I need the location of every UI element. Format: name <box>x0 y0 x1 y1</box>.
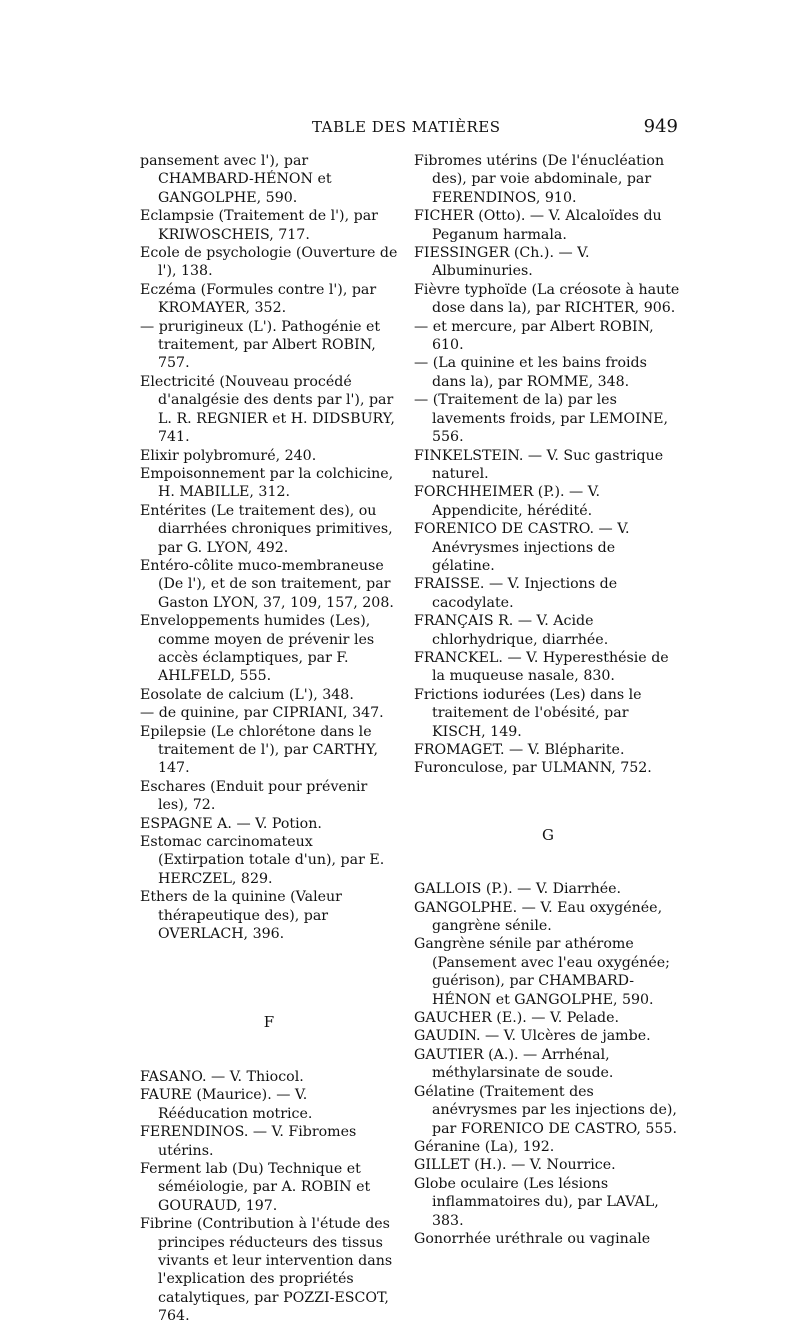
index-entry: FORENICO DE CASTRO. — V. Anévrysmes injections de gélatine. <box>414 521 630 574</box>
index-entry: pansement avec l'), par CHAMBARD-HÉNON et GANGOLPHE, 590. <box>140 153 332 206</box>
index-entry: Ferment lab (Du) Technique et séméiologie, par A. ROBIN et GOURAUD, 197. <box>140 1160 371 1214</box>
index-entry: GALLOIS (P.). — V. Diarrhée. <box>414 881 622 898</box>
index-entry: FASANO. — V. Thiocol. <box>140 1068 304 1085</box>
letter-heading-g: G <box>542 825 554 844</box>
index-entry: Gonorrhée uréthrale ou vaginale <box>414 1230 651 1247</box>
index-entry: Géranine (La), 192. <box>414 1138 555 1155</box>
index-block <box>140 1068 398 1326</box>
index-entry: GAUCHER (E.). — V. Pelade. <box>414 1010 620 1027</box>
index-entry: Eclampsie (Traitement de l'), par KRIWOSCHEIS, 717. <box>140 208 378 243</box>
index-entry: FRAISSE. — V. Injections de cacodylate. <box>414 576 618 611</box>
index-entry: FAURE (Maurice). — V. Rééducation motrice. <box>140 1087 313 1122</box>
index-entry: Ethers de la quinine (Valeur thérapeutique des), par OVERLACH, 396. <box>140 889 342 943</box>
index-entry: GAUTIER (A.). — Arrhénal, méthylarsinate de soude. <box>414 1046 614 1082</box>
index-block <box>140 152 398 943</box>
index-entry: FICHER (Otto). — V. Alcaloïdes du Peganum harmala. <box>414 208 662 243</box>
index-entry: Epilepsie (Le chlorétone dans le traitement de l'), par CARTHY, 147. <box>140 723 379 777</box>
page-header <box>140 118 680 140</box>
index-entry: — de quinine, par CIPRIANI, 347. <box>140 705 384 722</box>
index-entry: Furonculose, par ULMANN, 752. <box>414 760 652 777</box>
index-entry: Entéro-côlite muco-membraneuse (De l'), et de son traitement, par Gaston LYON, 37, 109, 157, 208. <box>140 557 394 611</box>
index-entry: FRANÇAIS R. — V. Acide chlorhydrique, diarrhée. <box>414 613 609 648</box>
index-entry: — prurigineux (L'). Pathogénie et traitement, par Albert ROBIN, 757. <box>140 318 381 372</box>
index-entry: Fibromes utérins (De l'énucléation des), par voie abdominale, par FERENDINOS, 910. <box>414 153 665 206</box>
index-entry: Eschares (Enduit pour prévenir les), 72. <box>140 778 368 814</box>
index-entry: FINKELSTEIN. — V. Suc gastrique naturel. <box>414 447 664 482</box>
page-number: 949 <box>643 116 678 137</box>
index-entry: Empoisonnement par la colchicine, H. MABILLE, 312. <box>140 465 394 501</box>
index-entry: Estomac carcinomateux (Extirpation totale d'un), par E. HERCZEL, 829. <box>140 834 385 887</box>
index-entry: Eczéma (Formules contre l'), par KROMAYER, 352. <box>140 281 377 317</box>
index-block <box>414 880 682 1248</box>
index-entry: Frictions iodurées (Les) dans le traitement de l'obésité, par KISCH, 149. <box>414 686 642 740</box>
index-entry: GANGOLPHE. — V. Eau oxygénée, gangrène sénile. <box>414 899 663 935</box>
index-block <box>414 152 682 778</box>
index-entry: Eosolate de calcium (L'), 348. <box>140 686 354 703</box>
index-entry: Electricité (Nouveau procédé d'analgésie des dents par l'), par L. R. REGNIER et H. DIDSBURY, 741. <box>140 373 395 446</box>
index-entry: FORCHHEIMER (P.). — V. Appendicite, hérédité. <box>414 484 601 519</box>
index-entry: — (La quinine et les bains froids dans la), par ROMME, 348. <box>414 355 647 390</box>
left-column <box>140 152 398 1326</box>
index-entry: Ecole de psychologie (Ouverture de l'), 138. <box>140 245 398 280</box>
index-entry: — et mercure, par Albert ROBIN, 610. <box>414 318 654 354</box>
index-entry: FROMAGET. — V. Blépharite. <box>414 742 625 758</box>
right-column <box>414 152 682 1248</box>
running-title: TABLE DES MATIÈRES <box>312 118 501 136</box>
index-entry: FIESSINGER (Ch.). — V. Albuminuries. <box>414 245 590 280</box>
index-entry: Entérites (Le traitement des), ou diarrhées chroniques primitives, par G. LYON, 492. <box>140 502 393 556</box>
index-entry: ESPAGNE A. — V. Potion. <box>140 815 322 832</box>
index-entry: Enveloppements humides (Les), comme moyen de prévenir les accès éclamptiques, par F. AHLFELD, 555. <box>140 613 375 685</box>
index-entry: Fièvre typhoïde (La créosote à haute dose dans la), par RICHTER, 906. <box>414 281 680 317</box>
index-entry: Elixir polybromuré, 240. <box>140 447 317 464</box>
index-entry: Gélatine (Traitement des anévrysmes par les injections de), par FORENICO DE CASTRO, 555. <box>414 1083 677 1137</box>
index-entry: GAUDIN. — V. Ulcères de jambe. <box>414 1028 651 1045</box>
letter-heading-f: F <box>263 1013 275 1032</box>
index-entry: — (Traitement de la) par les lavements froids, par LEMOINE, 556. <box>414 392 669 446</box>
index-entry: FERENDINOS. — V. Fibromes utérins. <box>140 1124 357 1159</box>
index-entry: Fibrine (Contribution à l'étude des principes réducteurs des tissus vivants et leur intervention dans l'explication des propriétés catalytiques, par POZZI-ESCOT, 764. <box>140 1216 393 1325</box>
index-entry: FRANCKEL. — V. Hyperesthésie de la muqueuse nasale, 830. <box>414 649 669 685</box>
index-entry: GILLET (H.). — V. Nourrice. <box>414 1157 616 1174</box>
index-entry: Globe oculaire (Les lésions inflammatoires du), par LAVAL, 383. <box>414 1175 659 1229</box>
index-entry: Gangrène sénile par athérome (Pansement avec l'eau oxygénée; guérison), par CHAMBARD-HÉNON et GANGOLPHE, 590. <box>414 936 670 1008</box>
